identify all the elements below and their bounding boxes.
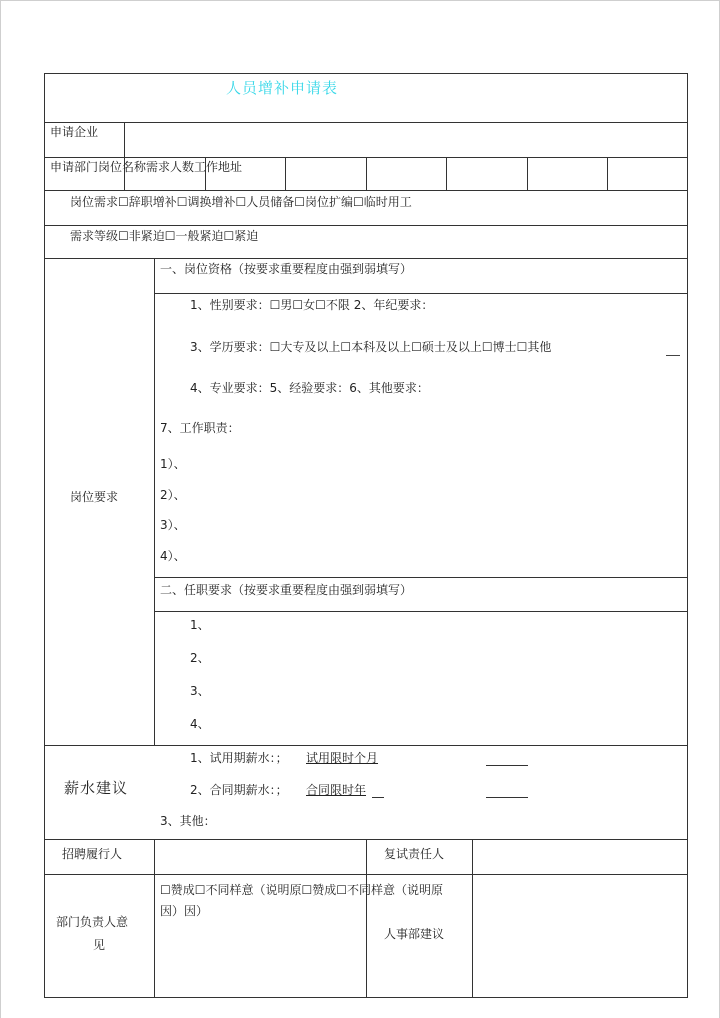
- opinion-options-line-2: 因）因）: [160, 904, 209, 918]
- other-salary-label: 3、其他：: [160, 814, 216, 828]
- requirements-label: 岗位要求: [70, 490, 119, 504]
- contract-salary-underline: [372, 797, 384, 798]
- rule: [154, 293, 688, 294]
- dept-opinion-label-cont: 见: [93, 938, 106, 952]
- rule: [154, 611, 688, 612]
- reexam-label: 复试责任人: [384, 847, 445, 861]
- rule: [44, 73, 45, 998]
- dept-row-label: 申请部门岗位名称需求人数工作地址: [50, 160, 243, 174]
- opinion-options-line: ☐赞成☐不同样意（说明原☐赞成☐不同样意（说明原: [160, 883, 444, 897]
- appointment-item: 4、: [190, 717, 210, 731]
- duty-item: 4）、: [160, 549, 186, 563]
- appointment-item: 3、: [190, 684, 210, 698]
- rule: [366, 157, 367, 190]
- margin-dash: [666, 355, 680, 356]
- rule: [472, 839, 473, 998]
- applicant-company-label: 申请企业: [50, 125, 99, 139]
- hr-suggestion-label: 人事部建议: [384, 927, 445, 941]
- page-edge-top: [0, 0, 720, 1]
- gender-age-line: 1、性别要求：☐男☐女☐不限 2、年纪要求：: [190, 298, 434, 312]
- contract-salary-value: 合同限时年: [306, 783, 367, 797]
- appointment-heading: 二、任职要求（按要求重要程度由强到弱填写）: [160, 583, 413, 597]
- appointment-item: 1、: [190, 618, 210, 632]
- rule: [44, 73, 688, 74]
- rule: [44, 745, 688, 746]
- rule: [44, 225, 688, 226]
- duty-item: 2）、: [160, 488, 186, 502]
- trial-salary-value: 试用限时个月: [306, 751, 379, 765]
- rule: [366, 839, 367, 998]
- rule: [154, 839, 155, 998]
- position-demand-options: 岗位需求☐辞职增补☐调换增补☐人员储备☐岗位扩编☐临时用工: [70, 195, 412, 209]
- rule: [607, 157, 608, 190]
- rule: [124, 122, 125, 157]
- rule: [154, 577, 688, 578]
- qualification-heading: 一、岗位资格（按要求重要程度由强到弱填写）: [160, 262, 413, 276]
- rule: [44, 122, 688, 123]
- education-line: 3、学历要求：☐大专及以上☐本科及以上☐硕士及以上☐博士☐其他: [190, 340, 552, 354]
- rule: [44, 258, 688, 259]
- trial-salary-label: 1、试用期薪水：；: [190, 751, 288, 765]
- rule: [44, 190, 688, 191]
- major-experience-line: 4、专业要求：5、经验要求：6、其他要求：: [190, 381, 429, 395]
- rule: [687, 73, 688, 998]
- duty-item: 3）、: [160, 518, 186, 532]
- page-edge-left: [0, 0, 1, 1018]
- contract-salary-label: 2、合同期薪水：；: [190, 783, 288, 797]
- duty-item: 1）、: [160, 457, 186, 471]
- contract-salary-blank: [486, 797, 528, 798]
- duties-label: 7、工作职责：: [160, 421, 240, 435]
- rule: [527, 157, 528, 190]
- form-title: 人员增补申请表: [226, 79, 339, 97]
- salary-label: 薪水建议: [64, 779, 129, 797]
- recruiter-label: 招聘履行人: [62, 847, 123, 861]
- rule: [446, 157, 447, 190]
- appointment-item: 2、: [190, 651, 210, 665]
- urgency-options: 需求等级☐非紧迫☐一般紧迫☐紧迫: [70, 229, 259, 243]
- rule: [154, 258, 155, 746]
- trial-salary-blank: [486, 765, 528, 766]
- dept-opinion-label: 部门负责人意: [56, 915, 129, 929]
- rule: [285, 157, 286, 190]
